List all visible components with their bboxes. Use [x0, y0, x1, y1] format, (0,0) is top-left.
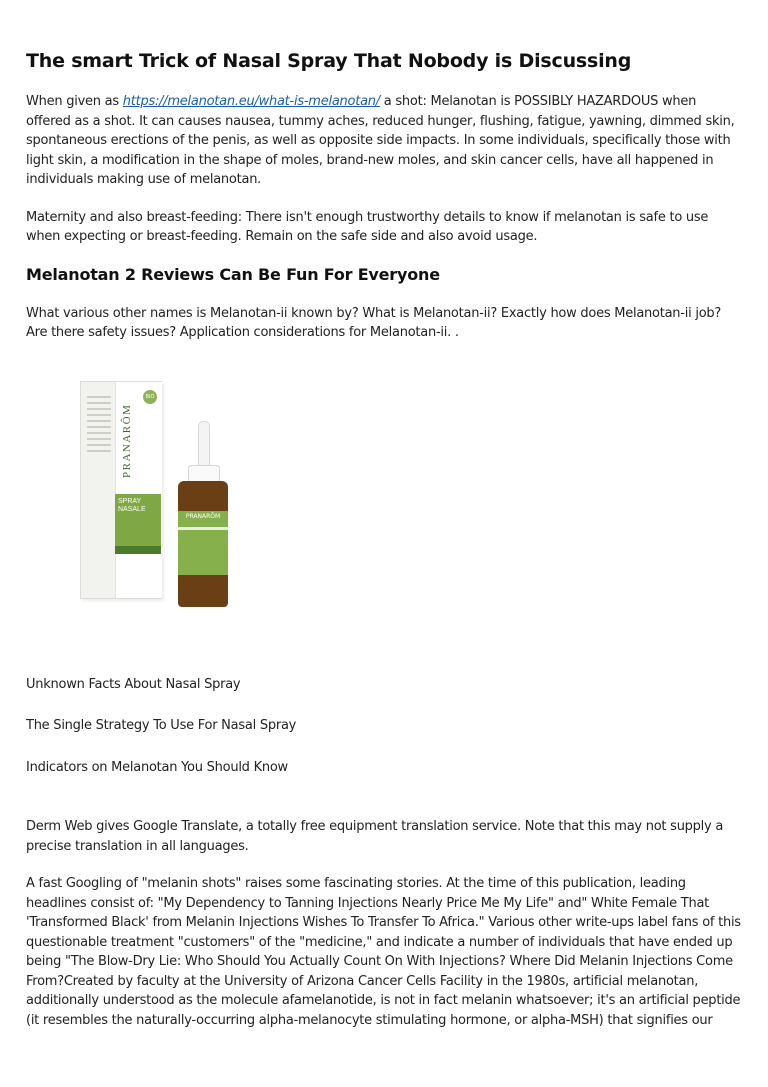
paragraph-melanin-shots: A fast Googling of "melanin shots" raises some fascinating stories. At the time of this publication, leading headlines consist of: "My Dependency to Tanning Injections Nearly Price Me My Life" and" White Female That 'Transformed Black' from Melanin Injections Wishes To Transfer To Africa." Various other write-ups label fans of this questionable treatment "customers" of the "medicine," and indicate a number of individuals that have ended up being "The Blow-Dry Lie: Who Should You Actually Count On With Injections? Where Did Melanin Injections Come From?Created by faculty at the University of Arizona Cancer Cells Facility in the 1980s, artificial melanotan, additionally understood as the molecule afamelanotide, is not in fact melanin whatsoever; it's an artificial peptide (it resembles the naturally-occurring alpha-melanocyte stimulating hormone, or alpha-MSH) that signifies our — [26, 876, 741, 1028]
bottle-label — [178, 511, 228, 575]
bio-badge-icon: BIO — [143, 390, 157, 404]
list-item: The Single Strategy To Use For Nasal Spray — [26, 718, 297, 733]
spray-nozzle — [198, 421, 210, 469]
box-text-lines — [87, 396, 111, 456]
page-title: The smart Trick of Nasal Spray That Nobody is Discussing — [26, 50, 632, 72]
product-box — [80, 381, 162, 599]
paragraph-text-after-link: a shot: Melanotan is POSSIBLY HAZARDOUS when offered as a shot. It can causes nausea, tummy aches, reduced hunger, flushing, fatigue, yawning, dimmed skin, spontaneous erections of the penis, as well as opposite side impacts. In some individuals, specifically those with light skin, a modification in the shape of moles, brand-new moles, and skin cancer cells, have all happened in individuals making use of melanotan. — [26, 94, 735, 187]
paragraph-text-before-link: When given as — [26, 94, 123, 109]
section-heading: Melanotan 2 Reviews Can Be Fun For Everyone — [26, 264, 440, 284]
paragraph-other-names: What various other names is Melanotan-ii known by? What is Melanotan-ii? Exactly how does Melanotan-ii job? Are there safety issues? Application considerations for Melanotan-ii. . — [26, 305, 722, 340]
list-item: Indicators on Melanotan You Should Know — [26, 759, 288, 775]
bottle-label-brand: PRANARÔM — [185, 512, 221, 520]
box-dark-band — [115, 546, 161, 554]
list-item: Unknown Facts About Nasal Spray — [26, 676, 241, 692]
melanotan-link[interactable]: https://melanotan.eu/what-is-melanotan/ — [122, 94, 380, 109]
product-image-nasal-spray — [80, 381, 240, 621]
box-product-label: SPRAY NASALE — [118, 497, 146, 513]
paragraph-melanotan-injection — [26, 92, 744, 190]
paragraph-pregnancy: Maternity and also breast-feeding: There isn't enough trustworthy details to know if melanotan is safe to use when expecting or breast-feeding. Remain on the safe side and also avoid usage. — [26, 209, 709, 244]
bottle-label-stripe — [178, 527, 228, 530]
paragraph-translate: Derm Web gives Google Translate, a totally free equipment translation service. Note that this may not supply a precise translation in all languages. — [26, 819, 724, 854]
box-brand-label: PRANARÔM — [121, 403, 133, 478]
